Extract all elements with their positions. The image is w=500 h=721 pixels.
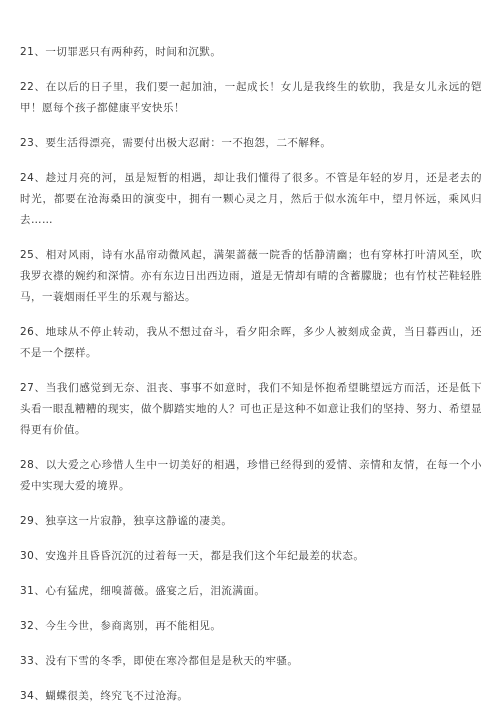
quote-33: 33、没有下雪的冬季，即使在寒冷都但是是秋天的牢骚。: [20, 655, 299, 667]
quote-22: 22、在以后的日子里，我们要一起加油，一起成长！女儿是我终生的软肋，我是女儿永远的铠甲！愿每个孩子都健康平安快乐！: [20, 81, 482, 114]
quote-28: 28、以大爱之心珍惜人生中一切美好的相遇，珍惜已经得到的爱情、亲情和友情，在每一个小爱中实现大爱的境界。: [20, 459, 482, 492]
quote-21: 21、一切罪恶只有两种药，时间和沉默。: [20, 46, 222, 58]
quote-25: 25、相对风雨，诗有水晶帘动微风起，满架蔷薇一院香的恬静清幽；也有穿林打叶清风至，吹我罗衣襟的婉约和深情。亦有东边日出西边雨，道是无情却有晴的含蓄朦胧；也有竹杖芒鞋轻胜马，一蓑烟雨任平生的乐观与豁达。: [20, 249, 482, 303]
quote-list: [20, 42, 482, 721]
quote-31: 31、心有猛虎，细嗅蔷薇。盛宴之后，泪流满面。: [20, 585, 266, 597]
quote-24: 24、趁过月亮的河，虽是短暂的相遇，却让我们懂得了很多。不管是年轻的岁月，还是老去的时光，都要在沧海桑田的演变中，拥有一颗心灵之月，然后于似水流年中，望月怀远，乘风归去……: [20, 172, 482, 226]
quote-27: 27、当我们感觉到无奈、沮丧、事事不如意时，我们不知是怀抱希望眺望远方而活，还是低下头看一眼乱糟糟的现实，做个脚踏实地的人？可也正是这种不如意让我们的坚持、努力、希望显得更有价值。: [20, 382, 482, 436]
quote-26: 26、地球从不停止转动，我从不想过奋斗，看夕阳余晖，多少人被刻成金黄，当日暮西山，还不是一个摆样。: [20, 326, 482, 359]
quote-32: 32、今生今世，参商离别，再不能相见。: [20, 620, 222, 632]
quote-29: 29、独享这一片寂静，独享这静谧的凄美。: [20, 515, 233, 527]
quote-23: 23、要生活得漂亮，需要付出极大忍耐：一不抱怨，二不解释。: [20, 137, 332, 149]
quote-30: 30、安逸并且昏昏沉沉的过着每一天，都是我们这个年纪最差的状态。: [20, 550, 365, 562]
quote-34: 34、蝴蝶很美，终究飞不过沧海。: [20, 690, 189, 702]
